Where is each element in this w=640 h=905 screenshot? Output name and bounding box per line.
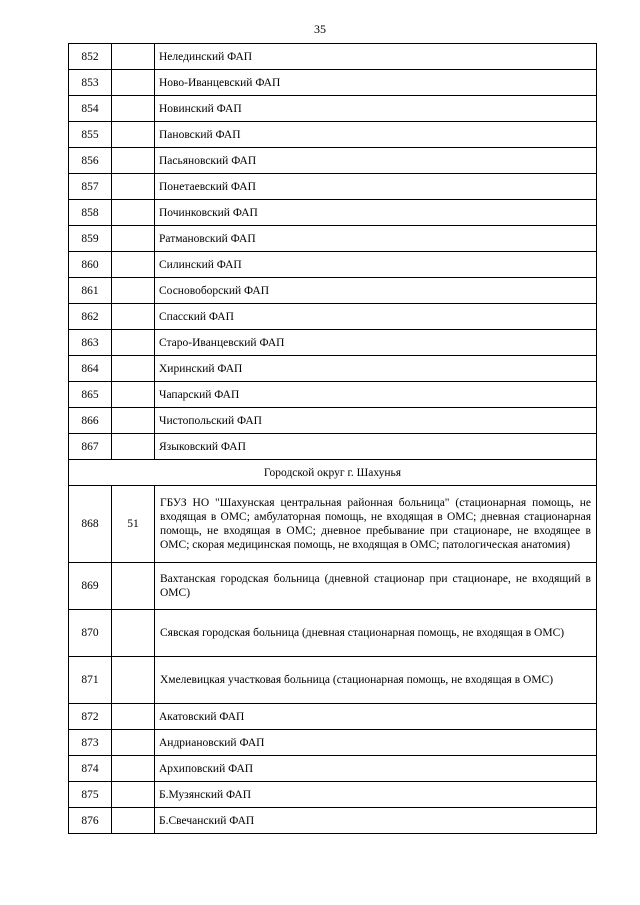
page-number: 35 [314,22,326,36]
row-number: 870 [69,610,112,657]
row-name: Б.Музянский ФАП [155,782,597,808]
table-row [69,704,597,730]
table-row [69,252,597,278]
row-number: 874 [69,756,112,782]
row-name: Чапарский ФАП [155,382,597,408]
row-number: 861 [69,278,112,304]
row-name: Ново-Иванцевский ФАП [155,70,597,96]
table-row [69,782,597,808]
row-code [112,304,155,330]
row-name: Нелединский ФАП [155,44,597,70]
row-name: Хиринский ФАП [155,356,597,382]
table-body-section [69,460,597,486]
table-row [69,226,597,252]
row-number: 856 [69,148,112,174]
row-name: Чистопольский ФАП [155,408,597,434]
row-code [112,808,155,834]
row-name: Хмелевицкая участковая больница (стационарная помощь, не входящая в ОМС) [155,657,597,704]
table-row [69,730,597,756]
table-row [69,330,597,356]
row-code [112,252,155,278]
table-row [69,486,597,563]
table-row [69,808,597,834]
row-name: Языковский ФАП [155,434,597,460]
table-row [69,434,597,460]
row-name: Акатовский ФАП [155,704,597,730]
row-name: ГБУЗ НО "Шахунская центральная районная больница" (стационарная помощь, не входящая в ОМС; амбулаторная помощь, не входящая в ОМС; дневная стационарная помощь, не входящая в ОМС; дневное пребывание при стационаре, не входящее в ОМС; скорая медицинская помощь, не входящая в ОМС; патологическая анатомия) [155,486,597,563]
row-number: 865 [69,382,112,408]
row-code [112,96,155,122]
row-name: Архиповский ФАП [155,756,597,782]
section-heading: Городской округ г. Шахунья [69,460,597,486]
table-body-top [69,44,597,460]
row-code: 51 [112,486,155,563]
row-name: Силинский ФАП [155,252,597,278]
row-number: 875 [69,782,112,808]
row-code [112,148,155,174]
row-number: 852 [69,44,112,70]
row-name: Сявская городская больница (дневная стационарная помощь, не входящая в ОМС) [155,610,597,657]
row-code [112,756,155,782]
row-number: 867 [69,434,112,460]
row-code [112,730,155,756]
row-code [112,657,155,704]
row-number: 853 [69,70,112,96]
row-code [112,704,155,730]
row-number: 864 [69,356,112,382]
row-number: 859 [69,226,112,252]
row-code [112,226,155,252]
row-name: Спасский ФАП [155,304,597,330]
row-name: Пановский ФАП [155,122,597,148]
row-name: Андриановский ФАП [155,730,597,756]
table-row [69,304,597,330]
table-row [69,44,597,70]
row-code [112,434,155,460]
row-code [112,70,155,96]
table-row [69,408,597,434]
row-name: Б.Свечанский ФАП [155,808,597,834]
facilities-table [68,43,597,834]
row-number: 863 [69,330,112,356]
table-row [69,382,597,408]
table-row [69,610,597,657]
row-code [112,782,155,808]
table-body-bottom [69,486,597,834]
row-number: 871 [69,657,112,704]
row-code [112,278,155,304]
row-number: 855 [69,122,112,148]
table-row [69,278,597,304]
table-row [69,200,597,226]
row-name: Пасьяновский ФАП [155,148,597,174]
row-number: 854 [69,96,112,122]
table-row [69,563,597,610]
row-number: 862 [69,304,112,330]
row-name: Вахтанская городская больница (дневной стационар при стационаре, не входящий в ОМС) [155,563,597,610]
row-code [112,174,155,200]
row-number: 873 [69,730,112,756]
row-number: 872 [69,704,112,730]
row-code [112,610,155,657]
table-row [69,148,597,174]
table-row [69,174,597,200]
table-row [69,122,597,148]
row-number: 858 [69,200,112,226]
row-code [112,356,155,382]
table-row [69,356,597,382]
row-name: Сосновоборский ФАП [155,278,597,304]
row-name: Понетаевский ФАП [155,174,597,200]
row-name: Починковский ФАП [155,200,597,226]
row-number: 857 [69,174,112,200]
table-row [69,96,597,122]
row-name: Старо-Иванцевский ФАП [155,330,597,356]
row-code [112,330,155,356]
row-number: 869 [69,563,112,610]
row-code [112,200,155,226]
table-row [69,756,597,782]
table-row [69,657,597,704]
row-number: 866 [69,408,112,434]
row-number: 876 [69,808,112,834]
row-number: 868 [69,486,112,563]
row-code [112,563,155,610]
row-name: Новинский ФАП [155,96,597,122]
row-name: Ратмановский ФАП [155,226,597,252]
row-code [112,382,155,408]
row-code [112,44,155,70]
row-number: 860 [69,252,112,278]
row-code [112,122,155,148]
row-code [112,408,155,434]
section-row [69,460,597,486]
table-row [69,70,597,96]
